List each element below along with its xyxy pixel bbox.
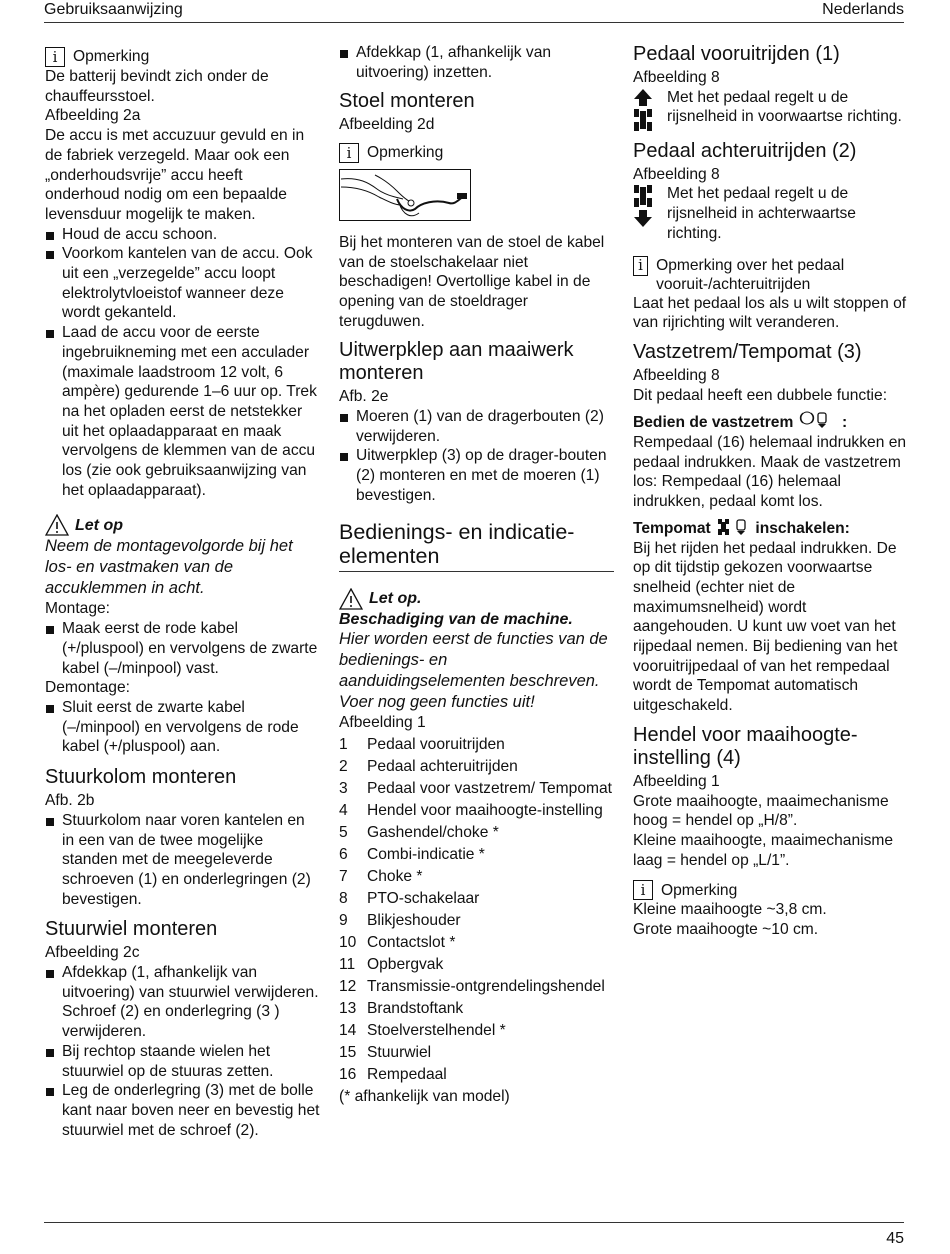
warning-label: Let op (75, 516, 123, 534)
warning-text: Hier worden eerst de functies van de bedienings- en aanduidingselementen beschreven. Voer nog geen functies uit! (339, 630, 608, 712)
item-label: Opbergvak (367, 955, 444, 973)
list-item (339, 889, 614, 909)
list-item (339, 911, 614, 931)
item-label: Transmissie-ontgrendelingshendel (367, 977, 605, 995)
item-label: Brandstoftank (367, 999, 464, 1017)
item-number: 5 (339, 823, 348, 841)
stuurkolom-bullets (45, 811, 320, 910)
tempomat-heading (633, 518, 908, 539)
montage-label: Montage: (45, 600, 111, 618)
item-number: 16 (339, 1065, 357, 1083)
page-header (44, 0, 904, 23)
header-left: Gebruiksaanwijzing (44, 1, 183, 18)
voor-row (633, 88, 908, 132)
list-item (339, 779, 614, 799)
tempomat-label-2: inschakelen: (755, 519, 850, 537)
note-label: Opmerking (367, 144, 444, 162)
item-label: Choke * (367, 867, 423, 885)
section-title: Vastzetrem/Tempomat (3) (633, 340, 862, 363)
accu-bullets (45, 225, 320, 501)
bedien-text: Rempedaal (16) helemaal indrukken en pedaal indrukken. Maak de vastzetrem los: Rempedaal (16) helemaal indrukken, pedaal komt los. (633, 434, 907, 511)
cruise-control-icon (715, 518, 751, 536)
note-text-2: Grote maaihoogte ~10 cm. (633, 921, 819, 939)
item-label: Contactslot * (367, 933, 456, 951)
arrow-up-icon (633, 88, 653, 108)
section-title: Pedaal achteruitrijden (2) (633, 139, 857, 162)
section-title: Pedaal vooruitrijden (1) (633, 43, 840, 65)
list-item: Sluit eerst de zwarte kabel (–/minpool) en vervolgens de rode kabel (+/pluspool) aan. (45, 698, 320, 757)
item-label: PTO-schakelaar (367, 889, 480, 907)
warning-triangle-icon (45, 514, 69, 536)
list-item: Voorkom kantelen van de accu. Ook uit een „verzegelde” accu loopt elektrolytvloeistof wanneer deze wordt gekanteld. (45, 244, 320, 323)
hendel-text-1: Grote maaihoogte, maaimechanisme hoog = hendel op „H/8”. (633, 792, 889, 830)
item-label: Pedaal vooruitrijden (367, 735, 505, 753)
warning-label: Let op. (369, 589, 422, 607)
item-number: 12 (339, 977, 357, 995)
list-item: Maak eerst de rode kabel (+/pluspool) en vervolgens de zwarte kabel (–/minpool) vast. (45, 619, 320, 678)
section-title: Hendel voor maaihoogte-instelling (4) (633, 723, 858, 769)
figure-ref: Afbeelding 2a (45, 107, 141, 125)
item-number: 15 (339, 1043, 357, 1061)
figure-ref: Afbeelding 8 (633, 165, 720, 183)
note-text: De batterij bevindt zich onder de chauffeursstoel. (45, 68, 269, 105)
item-number: 8 (339, 889, 348, 907)
section-title: Stuurwiel monteren (45, 918, 218, 941)
warning-heading (339, 588, 614, 610)
info-icon: i (633, 880, 653, 900)
figure-ref: Afbeelding 1 (339, 714, 426, 732)
item-number: 10 (339, 933, 357, 951)
warning-triangle-icon (339, 588, 363, 610)
item-label: Stoelverstelhendel * (367, 1021, 506, 1039)
list-item: Stuurkolom naar voren kantelen en in een van de twee mogelijke standen met de meegeleverde schroeven (1) en onderlegringen (2) bevestigen. (45, 811, 320, 910)
page-number: 45 (886, 1230, 904, 1247)
list-item: Afdekkap (1, afhankelijk van uitvoering) inzetten. (339, 43, 614, 82)
montage-bullets (45, 619, 320, 678)
item-number: 9 (339, 911, 348, 929)
item-number: 13 (339, 999, 357, 1017)
list-item: Houd de accu schoon. (45, 225, 320, 245)
list-item (339, 955, 614, 975)
demontage-label: Demontage: (45, 679, 130, 697)
list-item (339, 999, 614, 1019)
list-item (339, 1065, 614, 1085)
note-label: Opmerking (661, 881, 738, 899)
list-item: Bij rechtop staande wielen het stuurwiel op de stuuras zetten. (45, 1042, 320, 1081)
list-item (339, 801, 614, 821)
tractor-icon (633, 184, 653, 208)
tempomat-label: Tempomat (633, 519, 711, 537)
stuurwiel-bullets (45, 963, 320, 1140)
note-text: Laat het pedaal los als u wilt stoppen of van rijrichting wilt veranderen. (633, 294, 907, 332)
list-item: Leg de onderlegring (3) met de bolle kant naar boven neer en bevestig het stuurwiel met de schroef (2). (45, 1081, 320, 1140)
note-heading (339, 143, 614, 163)
note-heading (45, 47, 320, 67)
list-item: Moeren (1) van de dragerbouten (2) verwijderen. (339, 407, 614, 446)
hendel-text-2: Kleine maaihoogte, maaimechanisme laag = hendel op „L/1”. (633, 831, 894, 869)
achter-row (633, 184, 908, 243)
item-label: Hendel voor maaihoogte-instelling (367, 801, 603, 819)
figure-ref: Afbeelding 8 (633, 366, 720, 384)
figure-ref: Afbeelding 2d (339, 116, 435, 134)
item-number: 4 (339, 801, 348, 819)
tempomat-text: Bij het rijden het pedaal indrukken. De op dit tijdstip gekozen voorwaartse snelheid (echter niet de maximumsnelheid) wordt aangehouden. U kunt uw voet van het rijpedaal nemen. Bij bediening van het vooruitrijpedaal of van het rempedaal wordt de Tempomat automatisch uitgeschakeld. (633, 539, 898, 715)
bedien-label: Bedien de vastzetrem (633, 414, 794, 432)
info-icon: i (45, 47, 65, 67)
item-number: 14 (339, 1021, 357, 1039)
uitwerp-bullets (339, 407, 614, 506)
item-label: Rempedaal (367, 1065, 447, 1083)
item-number: 11 (339, 955, 356, 973)
item-number: 7 (339, 867, 348, 885)
warning-subtitle: Beschadiging van de machine. (339, 610, 573, 628)
demontage-bullets (45, 698, 320, 757)
parking-brake-icon (798, 411, 838, 429)
info-icon: i (339, 143, 359, 163)
list-item (339, 757, 614, 777)
section-title: Stoel monteren (339, 90, 475, 113)
note-text-1: Kleine maaihoogte ~3,8 cm. (633, 901, 827, 919)
item-label: Stuurwiel (367, 1043, 432, 1061)
afdekkap-bullets (339, 43, 614, 82)
column-1 (45, 43, 320, 1140)
info-icon: i (633, 256, 648, 276)
figure-ref: Afbeelding 2c (45, 944, 140, 962)
section-title: Bedienings- en indicatie-elementen (339, 520, 614, 572)
item-label: Pedaal achteruitrijden (367, 757, 518, 775)
item-number: 3 (339, 779, 348, 797)
figure-ref: Afbeelding 8 (633, 69, 720, 86)
section-title: Uitwerpklep aan maaiwerk monteren (339, 339, 574, 385)
figure-ref: Afb. 2b (45, 792, 95, 810)
item-label: Gashendel/choke * (367, 823, 499, 841)
controls-list (339, 735, 614, 1085)
accu-text: De accu is met accuzuur gevuld en in de fabriek verzegeld. Maar ook een „onderhoudsvrije” accu heeft onderhoud nodig om een bepaalde levensduur mogelijk te maken. (45, 127, 305, 223)
list-item: Afdekkap (1, afhankelijk van uitvoering) van stuurwiel verwijderen. Schroef (2) en onderlegring (3 ) verwijderen. (45, 963, 320, 1042)
achter-text: Met het pedaal regelt u de rijsnelheid in achterwaartse richting. (667, 185, 856, 242)
arrow-down-icon (633, 208, 653, 228)
bedien-heading: Bedien de vastzetrem : (633, 411, 908, 433)
cable-illustration (339, 169, 471, 221)
item-number: 1 (339, 735, 348, 753)
header-right: Nederlands (822, 1, 904, 18)
list-item (339, 1043, 614, 1063)
stoel-text: Bij het monteren van de stoel de kabel van de stoelschakelaar niet beschadigen! Overtollige kabel in de opening van de stoeldrager terugduwen. (339, 233, 605, 330)
list-item (339, 977, 614, 997)
note-label: Opmerking (73, 48, 150, 66)
note-label: Opmerking over het pedaal vooruit-/achteruitrijden (656, 256, 845, 293)
list-item (339, 867, 614, 887)
footnote: (* afhankelijk van model) (339, 1087, 510, 1105)
figure-ref: Afb. 2e (339, 388, 389, 406)
list-item (339, 735, 614, 755)
column-2 (339, 43, 614, 1107)
item-label: Blikjeshouder (367, 911, 461, 929)
footer-rule (44, 1222, 904, 1223)
list-item: Laad de accu voor de eerste ingebruikneming met een acculader (maximale laadstroom 12 volt, 6 ampère) gedurende 1–6 uur op. Trek na het opladen eerst de netstekker uit het oplaadapparaat en maak vervolgens de klemmen van de accu los (zie ook gebruiksaanwijzing van het oplaadapparaat). (45, 323, 320, 500)
vast-text: Dit pedaal heeft een dubbele functie: (633, 386, 888, 404)
warning-heading (45, 514, 320, 536)
note-heading (633, 256, 908, 294)
figure-ref: Afbeelding 1 (633, 772, 720, 790)
item-label: Pedaal voor vastzetrem/ Tempomat (367, 779, 612, 797)
list-item: Uitwerpklep (3) op de drager-bouten (2) monteren en met de moeren (1) bevestigen. (339, 446, 614, 505)
list-item (339, 1021, 614, 1041)
item-number: 2 (339, 757, 348, 775)
list-item (339, 933, 614, 953)
tractor-icon (633, 108, 653, 132)
item-number: 6 (339, 845, 348, 863)
section-title: Stuurkolom monteren (45, 766, 237, 789)
column-3 (633, 43, 908, 940)
item-label: Combi-indicatie * (367, 845, 485, 863)
note-heading (633, 880, 908, 900)
warning-text: Neem de montagevolgorde bij het los- en vastmaken van de accuklemmen in acht. (45, 537, 293, 598)
list-item (339, 823, 614, 843)
voor-text: Met het pedaal regelt u de rijsnelheid in voorwaartse richting. (667, 88, 902, 126)
list-item (339, 845, 614, 865)
